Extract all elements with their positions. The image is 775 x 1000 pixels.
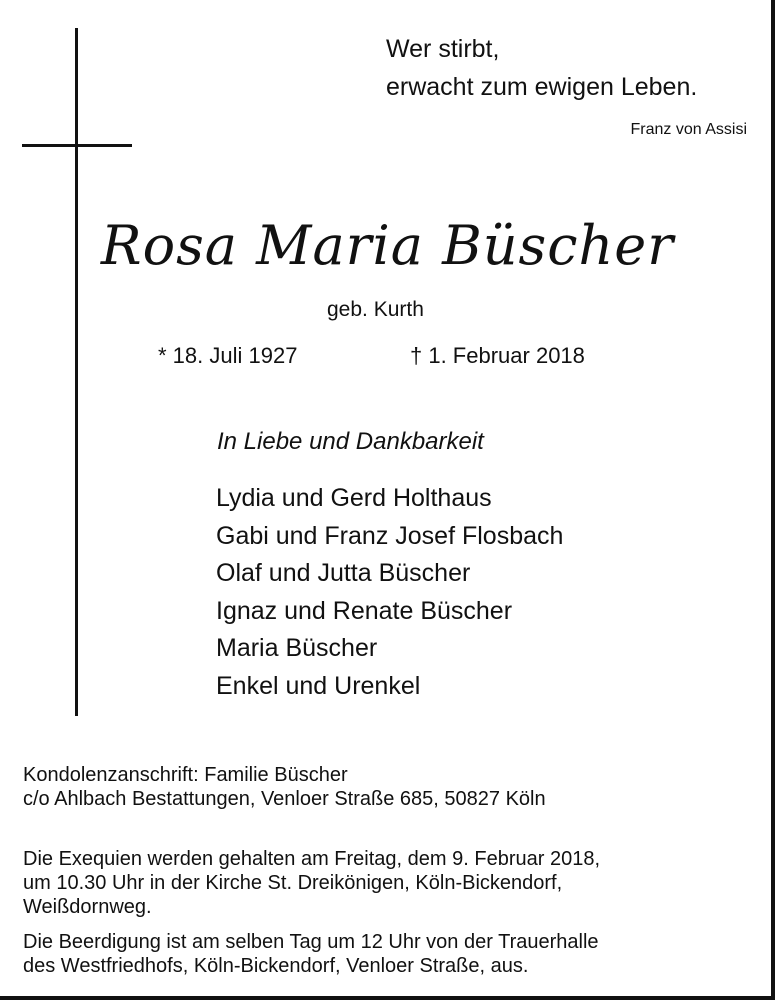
burial-info [23,930,763,978]
condolence-address [23,763,546,811]
cross-horizontal-bar [22,144,132,147]
quote-line-2: erwacht zum ewigen Leben. [386,73,698,101]
birth-date: * 18. Juli 1927 [158,343,298,368]
cross-vertical-bar [75,28,78,716]
quote [386,30,697,106]
burial-line-2: des Westfriedhofs, Köln-Bickendorf, Venloer Straße, aus. [23,955,529,977]
mourner-item: Gabi und Franz Josef Flosbach [216,521,564,550]
death-date: † 1. Februar 2018 [410,343,585,368]
quote-author: Franz von Assisi [630,121,747,138]
mourner-item: Maria Büscher [216,634,378,662]
quote-line-1: Wer stirbt, [386,35,500,63]
deceased-name: Rosa Maria Büscher [100,214,675,277]
mourner-item: Ignaz und Renate Büscher [216,596,513,625]
burial-line-1: Die Beerdigung ist am selben Tag um 12 Uhr von der Trauerhalle [23,931,599,953]
mourner-item: Enkel und Urenkel [216,671,421,700]
maiden-name: geb. Kurth [327,298,424,321]
mourner-item: Lydia und Gerd Holthaus [216,484,492,512]
exequien-line-2: um 10.30 Uhr in der Kirche St. Dreikönigen, Köln-Bickendorf, [23,872,563,894]
exequien-info [23,847,763,919]
dedication: In Liebe und Dankbarkeit [217,428,484,455]
mourner-item: Olaf und Jutta Büscher [216,559,471,587]
condolence-line-2: c/o Ahlbach Bestattungen, Venloer Straße 685, 50827 Köln [23,788,546,810]
exequien-line-3: Weißdornweg. [23,896,152,918]
condolence-line-1: Kondolenzanschrift: Familie Büscher [23,764,348,786]
mourner-list [216,480,563,705]
exequien-line-1: Die Exequien werden gehalten am Freitag, dem 9. Februar 2018, [23,848,601,870]
